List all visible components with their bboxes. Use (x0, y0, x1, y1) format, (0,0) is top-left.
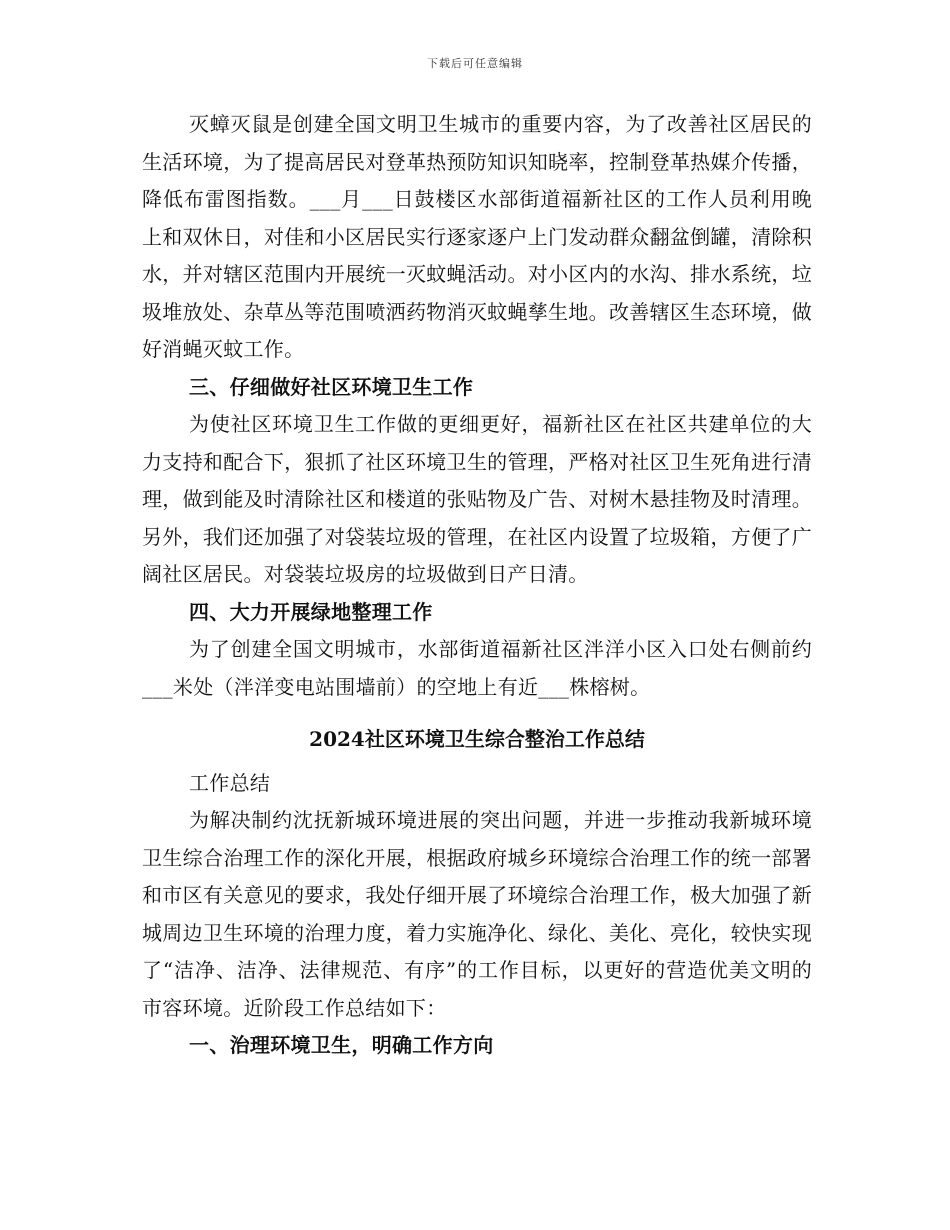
paragraph-sanitation: 为使社区环境卫生工作做的更细更好，福新社区在社区共建单位的大力支持和配合下，狠抓了社区环境卫生的管理，严格对社区卫生死角进行清理，做到能及时清除社区和楼道的张贴物及广告、对树木悬挂物及时清理。另外，我们还加强了对袋装垃圾的管理，在社区内设置了垃圾箱，方便了广阔社区居民。对袋装垃圾房的垃圾做到日产日清。 (142, 412, 812, 586)
paragraph-intro: 为解决制约沈抚新城环境进展的突出问题，并进一步推动我新城环境卫生综合治理工作的深化开展，根据政府城乡环境综合治理工作的统一部署和市区有关意见的要求，我处仔细开展了环境综合治理工作，极大加强了新城周边卫生环境的治理力度，着力实施净化、绿化、美化、亮化，较快实现了“洁净、洁净、法律规范、有序”的工作目标，以更好的营造优美文明的市容环境。近阶段工作总结如下： (142, 808, 812, 1020)
paragraph-greenland: 为了创建全国文明城市，水部街道福新社区泮洋小区入口处右侧前约___米处（泮洋变电站围墙前）的空地上有近___株榕树。 (142, 637, 812, 699)
header-note: 下载后可任意编辑 (427, 57, 523, 70)
section-heading-4: 四、大力开展绿地整理工作 (189, 599, 433, 624)
section-heading-1: 一、治理环境卫生，明确工作方向 (189, 1033, 494, 1057)
document-title: 2024社区环境卫生综合整治工作总结 (309, 727, 645, 751)
paragraph-mosquito-control: 灭蟑灭鼠是创建全国文明卫生城市的重要内容，为了改善社区居民的生活环境，为了提高居民对登革热预防知识知晓率，控制登革热媒介传播，降低布雷图指数。___月___日鼓楼区水部街道福新社区的工作人员利用晚上和双休日，对佳和小区居民实行逐家逐户上门发动群众翻盆倒罐，清除积水，并对辖区范围内开展统一灭蚊蝇活动。对小区内的水沟、排水系统，垃圾堆放处、杂草丛等范围喷洒药物消灭蚊蝇孳生地。改善辖区生态环境，做好消蝇灭蚊工作。 (142, 112, 812, 361)
document-body (142, 106, 812, 1065)
section-heading-3: 三、仔细做好社区环境卫生工作 (189, 374, 474, 399)
paragraph-summary-label: 工作总结 (189, 770, 271, 795)
